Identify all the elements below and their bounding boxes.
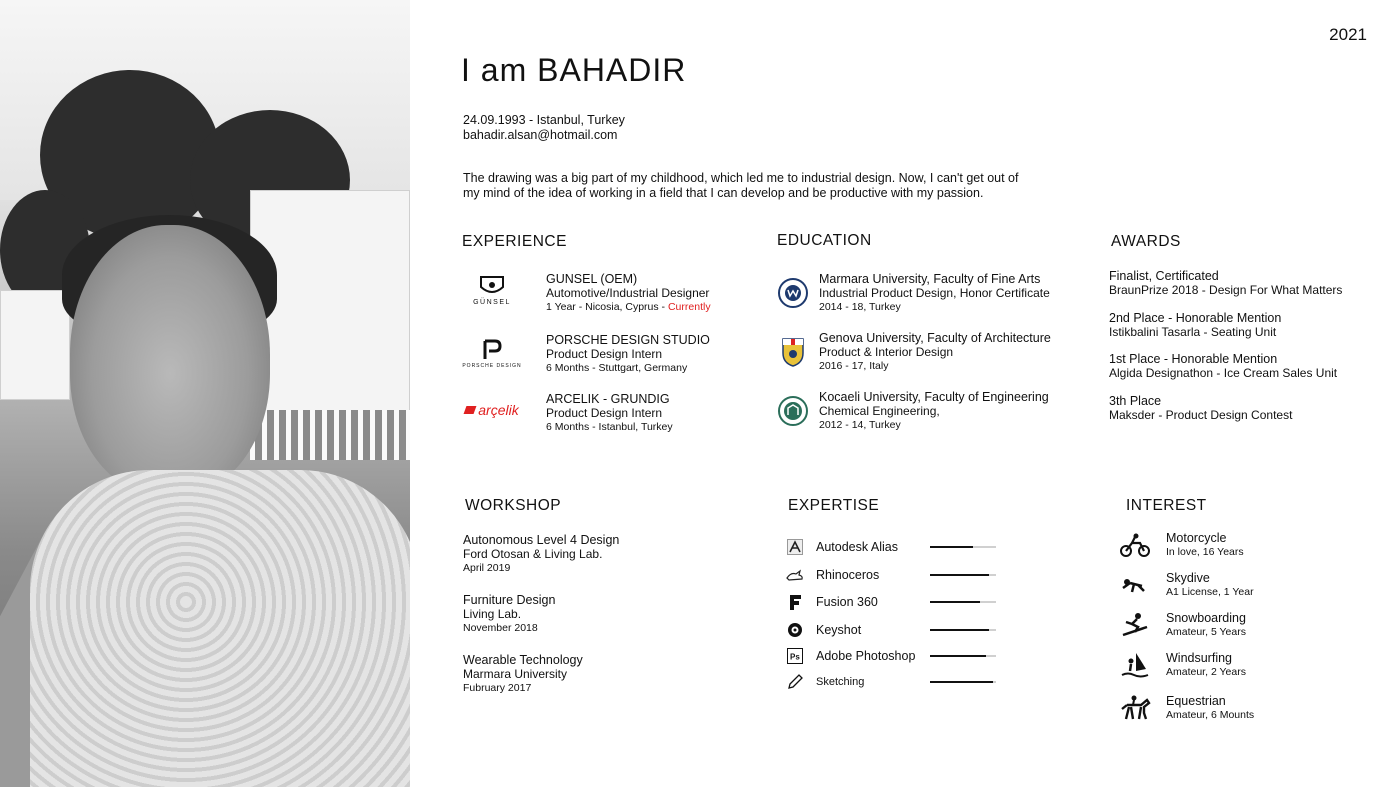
interest-detail: Amateur, 6 Mounts — [1166, 709, 1255, 721]
skill-level-bar — [930, 574, 996, 576]
award-event: Maksder - Product Design Contest — [1109, 408, 1293, 422]
page-title: I am BAHADIR — [461, 52, 687, 88]
education-detail: 2012 - 14, Turkey — [819, 419, 901, 431]
interest-item — [1118, 528, 1244, 562]
arcelik-logo-text: arçelik — [478, 402, 519, 418]
interest-detail: Amateur, 5 Years — [1166, 626, 1246, 638]
award-item — [1109, 394, 1292, 422]
workshop-org: Ford Otosan & Living Lab. — [463, 547, 603, 561]
award-rank: 2nd Place - Honorable Mention — [1109, 311, 1282, 325]
interest-name: Snowboarding — [1166, 611, 1246, 625]
education-item — [819, 331, 1051, 373]
experience-role: Product Design Intern — [546, 406, 663, 420]
award-rank: 3th Place — [1109, 394, 1162, 408]
skill-name: Keyshot — [816, 623, 862, 637]
experience-company: PORSCHE DESIGN STUDIO — [546, 333, 710, 347]
profile-photo — [0, 0, 410, 787]
education-school: Kocaeli University, Faculty of Engineering — [819, 390, 1049, 404]
skill-row — [786, 646, 1006, 666]
photoshop-icon — [786, 647, 804, 665]
experience-item — [546, 272, 711, 314]
pencil-icon — [786, 673, 804, 691]
skill-level-bar — [930, 601, 996, 603]
education-item — [819, 272, 1050, 314]
skill-level-fill — [930, 601, 980, 603]
interest-name: Windsurfing — [1166, 651, 1232, 665]
photo-face — [70, 225, 270, 495]
interest-detail: Amateur, 2 Years — [1166, 666, 1246, 678]
personal-info — [463, 113, 625, 143]
workshop-date: Fubruary 2017 — [463, 682, 532, 694]
workshop-name: Wearable Technology — [463, 653, 583, 667]
experience-item — [546, 392, 673, 434]
workshop-name: Furniture Design — [463, 593, 556, 607]
award-item — [1109, 352, 1337, 380]
interest-heading: INTEREST — [1126, 497, 1207, 514]
education-item — [819, 390, 1049, 432]
skill-level-fill — [930, 655, 986, 657]
fusion-icon — [786, 593, 804, 611]
workshop-org: Living Lab. — [463, 607, 522, 621]
education-program: Chemical Engineering, — [819, 404, 940, 418]
interest-item — [1118, 648, 1246, 682]
experience-company: GUNSEL (OEM) — [546, 272, 638, 286]
skill-level-bar — [930, 629, 996, 631]
keyshot-icon — [786, 621, 804, 639]
workshop-org: Marmara University — [463, 667, 568, 681]
awards-heading: AWARDS — [1111, 233, 1181, 250]
workshop-item — [463, 653, 583, 695]
birth-location: 24.09.1993 - Istanbul, Turkey — [463, 113, 625, 127]
workshop-date: November 2018 — [463, 622, 538, 634]
skill-row — [786, 565, 1006, 585]
experience-item — [546, 333, 710, 375]
skill-level-fill — [930, 574, 989, 576]
arcelik-mark-icon — [464, 406, 477, 414]
interest-item — [1118, 608, 1246, 642]
gunsel-logo — [461, 270, 523, 310]
rhino-icon — [786, 566, 804, 584]
experience-detail: 6 Months - Stuttgart, Germany — [546, 362, 688, 374]
svg-text:Ps: Ps — [790, 652, 800, 662]
year-label: 2021 — [1329, 25, 1367, 44]
windsurf-icon — [1118, 651, 1152, 679]
experience-role: Automotive/Industrial Designer — [546, 286, 710, 300]
horse-icon — [1118, 695, 1152, 721]
interest-name: Skydive — [1166, 571, 1210, 585]
gunsel-emblem-icon — [479, 275, 505, 297]
photo-building — [0, 290, 70, 400]
award-event: Algida Designathon - Ice Cream Sales Unit — [1109, 366, 1338, 380]
skill-name: Rhinoceros — [816, 568, 880, 582]
interest-text — [1166, 694, 1254, 722]
skill-level-bar — [930, 546, 996, 548]
kocaeli-seal-icon — [778, 396, 808, 426]
experience-heading: EXPERIENCE — [462, 233, 567, 250]
interest-text — [1166, 611, 1246, 639]
motorcycle-icon — [1118, 533, 1152, 557]
porsche-design-mark-icon — [481, 339, 503, 361]
award-item — [1109, 311, 1281, 339]
skill-level-fill — [930, 681, 993, 683]
interest-name: Motorcycle — [1166, 531, 1227, 545]
experience-company: ARCELIK - GRUNDIG — [546, 392, 670, 406]
marmara-seal — [778, 278, 808, 308]
skill-level-fill — [930, 629, 989, 631]
photo-shirt — [30, 470, 410, 787]
skill-level-bar — [930, 655, 996, 657]
porsche-design-logo-text: PORSCHE DESIGN — [462, 363, 522, 369]
education-detail: 2014 - 18, Turkey — [819, 301, 901, 313]
experience-detail — [546, 300, 711, 314]
interest-detail: In love, 16 Years — [1166, 546, 1244, 558]
award-rank: Finalist, Certificated — [1109, 269, 1219, 283]
alias-icon — [786, 538, 804, 556]
education-school: Marmara University, Faculty of Fine Arts — [819, 272, 1041, 286]
arcelik-logo — [461, 400, 523, 420]
interest-text — [1166, 651, 1246, 679]
workshop-item — [463, 533, 619, 575]
interest-detail: A1 License, 1 Year — [1166, 586, 1254, 598]
photo-railing — [250, 410, 410, 460]
award-rank: 1st Place - Honorable Mention — [1109, 352, 1278, 366]
email-link[interactable]: bahadir.alsan@hotmail.com — [463, 128, 618, 142]
education-detail: 2016 - 17, Italy — [819, 360, 889, 372]
current-badge: Currently — [667, 301, 711, 313]
skill-row — [786, 537, 1006, 557]
experience-detail-text: 1 Year - Nicosia, Cyprus - — [546, 301, 668, 313]
skill-level-fill — [930, 546, 973, 548]
skill-row — [786, 672, 1006, 692]
skill-name: Autodesk Alias — [816, 540, 898, 554]
skill-level-bar — [930, 681, 996, 683]
award-event: Istikbalini Tasarla - Seating Unit — [1109, 325, 1277, 339]
workshop-item — [463, 593, 555, 635]
porsche-design-logo — [461, 336, 523, 372]
award-item — [1109, 269, 1342, 297]
skill-row — [786, 592, 1006, 612]
genova-seal — [780, 337, 806, 367]
interest-item — [1118, 691, 1254, 725]
interest-item — [1118, 568, 1254, 602]
education-program: Industrial Product Design, Honor Certificate — [819, 286, 1050, 300]
experience-detail: 6 Months - Istanbul, Turkey — [546, 421, 673, 433]
skill-name: Adobe Photoshop — [816, 649, 916, 663]
workshop-name: Autonomous Level 4 Design — [463, 533, 620, 547]
skill-row — [786, 620, 1006, 640]
skill-name: Sketching — [816, 676, 865, 688]
expertise-heading: EXPERTISE — [788, 497, 880, 514]
experience-role: Product Design Intern — [546, 347, 663, 361]
snowboard-icon — [1118, 612, 1152, 638]
workshop-date: April 2019 — [463, 562, 511, 574]
skydive-icon — [1118, 574, 1152, 596]
genova-shield-icon — [781, 337, 805, 367]
award-event: BraunPrize 2018 - Design For What Matters — [1109, 283, 1343, 297]
marmara-seal-icon — [778, 278, 808, 308]
education-heading: EDUCATION — [777, 232, 872, 249]
kocaeli-seal — [778, 396, 808, 426]
interest-text — [1166, 571, 1254, 599]
intro-text: The drawing was a big part of my childhood, which led me to industrial design. Now, I can't get out of my mind of the idea of working in a field that I can develop and be productive with my passion. — [463, 171, 1019, 200]
interest-text — [1166, 531, 1244, 559]
interest-name: Equestrian — [1166, 694, 1226, 708]
education-school: Genova University, Faculty of Architecture — [819, 331, 1051, 345]
workshop-heading: WORKSHOP — [465, 497, 562, 514]
gunsel-logo-text: GÜNSEL — [473, 298, 511, 306]
skill-name: Fusion 360 — [816, 595, 878, 609]
education-program: Product & Interior Design — [819, 345, 954, 359]
